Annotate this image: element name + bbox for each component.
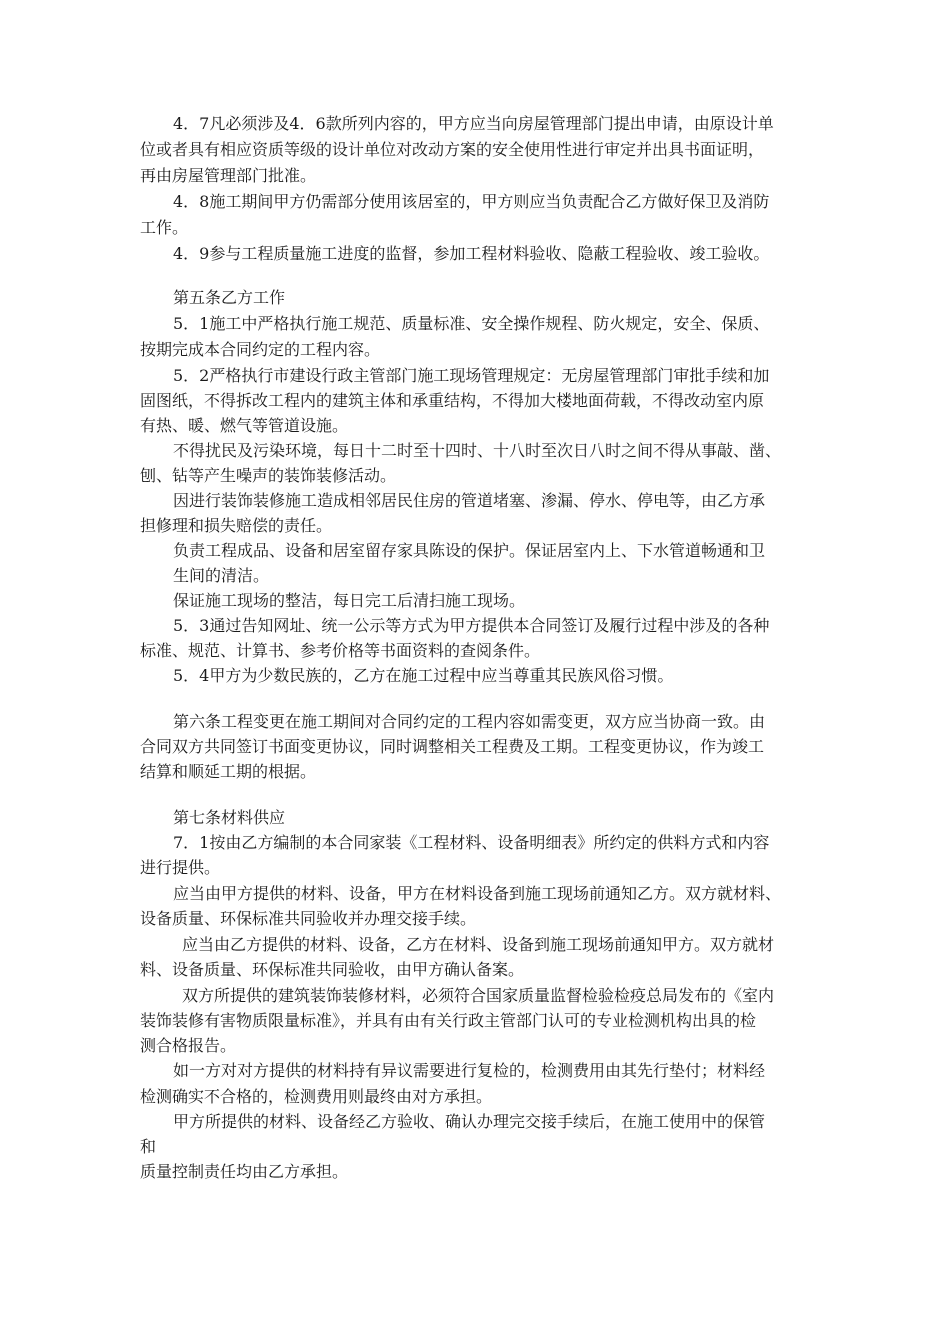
text-line: 如一方对对方提供的材料持有异议需要进行复检的，检测费用由其先行垫付；材料经 xyxy=(173,1061,766,1080)
text-line: 应当由甲方提供的材料、设备，甲方在材料设备到施工现场前通知乙方。双方就材料、 xyxy=(173,884,782,903)
text-line: 5．3通过告知网址、统一公示等方式为甲方提供本合同签订及履行过程中涉及的各种 xyxy=(173,616,770,635)
text-line: 工作。 xyxy=(140,218,189,237)
text-line: 有热、暖、燃气等管道设施。 xyxy=(140,416,349,435)
text-line: 7．1按由乙方编制的本合同家装《工程材料、设备明细表》所约定的供料方式和内容 xyxy=(173,833,770,852)
text-line: 结算和顺延工期的根据。 xyxy=(140,762,317,781)
text-line: 担修理和损失赔偿的责任。 xyxy=(140,516,333,535)
text-line: 进行提供。 xyxy=(140,858,221,877)
text-line: 刨、钻等产生噪声的装饰装修活动。 xyxy=(140,466,397,485)
text-line: 5．4甲方为少数民族的，乙方在施工过程中应当尊重其民族风俗习惯。 xyxy=(173,666,674,685)
text-line: 双方所提供的建筑装饰装修材料，必须符合国家质量监督检验检疫总局发布的《室内 xyxy=(182,986,775,1005)
section-heading: 第七条材料供应 xyxy=(173,808,286,827)
text-line: 位或者具有相应资质等级的设计单位对改动方案的安全使用性进行审定并出具书面证明， xyxy=(140,140,765,159)
text-line: 测合格报告。 xyxy=(140,1036,237,1055)
text-line: 甲方所提供的材料、设备经乙方验收、确认办理完交接手续后，在施工使用中的保管 xyxy=(173,1112,766,1131)
text-line: 检测确实不合格的，检测费用则最终由对方承担。 xyxy=(140,1087,493,1106)
text-line: 固图纸，不得拆改工程内的建筑主体和承重结构，不得加大楼地面荷载，不得改动室内原 xyxy=(140,391,765,410)
text-line: 设备质量、环保标准共同验收并办理交接手续。 xyxy=(140,909,477,928)
text-line: 4．9参与工程质量施工进度的监督，参加工程材料验收、隐蔽工程验收、竣工验收。 xyxy=(173,244,770,263)
text-line: 质量控制责任均由乙方承担。 xyxy=(140,1162,349,1181)
text-line: 因进行装饰装修施工造成相邻居民住房的管道堵塞、渗漏、停水、停电等，由乙方承 xyxy=(173,491,766,510)
text-line: 料、设备质量、环保标准共同验收，由甲方确认备案。 xyxy=(140,960,525,979)
text-line: 再由房屋管理部门批准。 xyxy=(140,166,317,185)
text-line: 负责工程成品、设备和居室留存家具陈设的保护。保证居室内上、下水管道畅通和卫 xyxy=(173,541,766,560)
text-line: 标准、规范、计算书、参考价格等书面资料的查阅条件。 xyxy=(140,641,541,660)
text-line: 应当由乙方提供的材料、设备，乙方在材料、设备到施工现场前通知甲方。双方就材 xyxy=(182,935,775,954)
section-heading: 第六条工程变更在施工期间对合同约定的工程内容如需变更，双方应当协商一致。由 xyxy=(173,712,766,731)
text-line: 装饰装修有害物质限量标准》，并具有由有关行政主管部门认可的专业检测机构出具的检 xyxy=(140,1011,757,1030)
text-line: 5．2严格执行市建设行政主管部门施工现场管理规定：无房屋管理部门审批手续和加 xyxy=(173,366,770,385)
text-line: 和 xyxy=(140,1137,157,1156)
text-line: 保证施工现场的整洁，每日完工后清扫施工现场。 xyxy=(173,591,526,610)
section-heading: 第五条乙方工作 xyxy=(173,288,286,307)
text-line: 4．7凡必须涉及4．6款所列内容的，甲方应当向房屋管理部门提出申请，由原设计单 xyxy=(173,114,774,133)
text-line: 生间的清洁。 xyxy=(173,566,270,585)
text-line: 4．8施工期间甲方仍需部分使用该居室的，甲方则应当负责配合乙方做好保卫及消防 xyxy=(173,192,770,211)
text-line: 合同双方共同签订书面变更协议，同时调整相关工程费及工期。工程变更协议，作为竣工 xyxy=(140,737,765,756)
text-line: 不得扰民及污染环境，每日十二时至十四时、十八时至次日八时之间不得从事敲、凿、 xyxy=(173,441,782,460)
text-line: 5．1施工中严格执行施工规范、质量标准、安全操作规程、防火规定，安全、保质、 xyxy=(173,314,770,333)
text-line: 按期完成本合同约定的工程内容。 xyxy=(140,340,381,359)
